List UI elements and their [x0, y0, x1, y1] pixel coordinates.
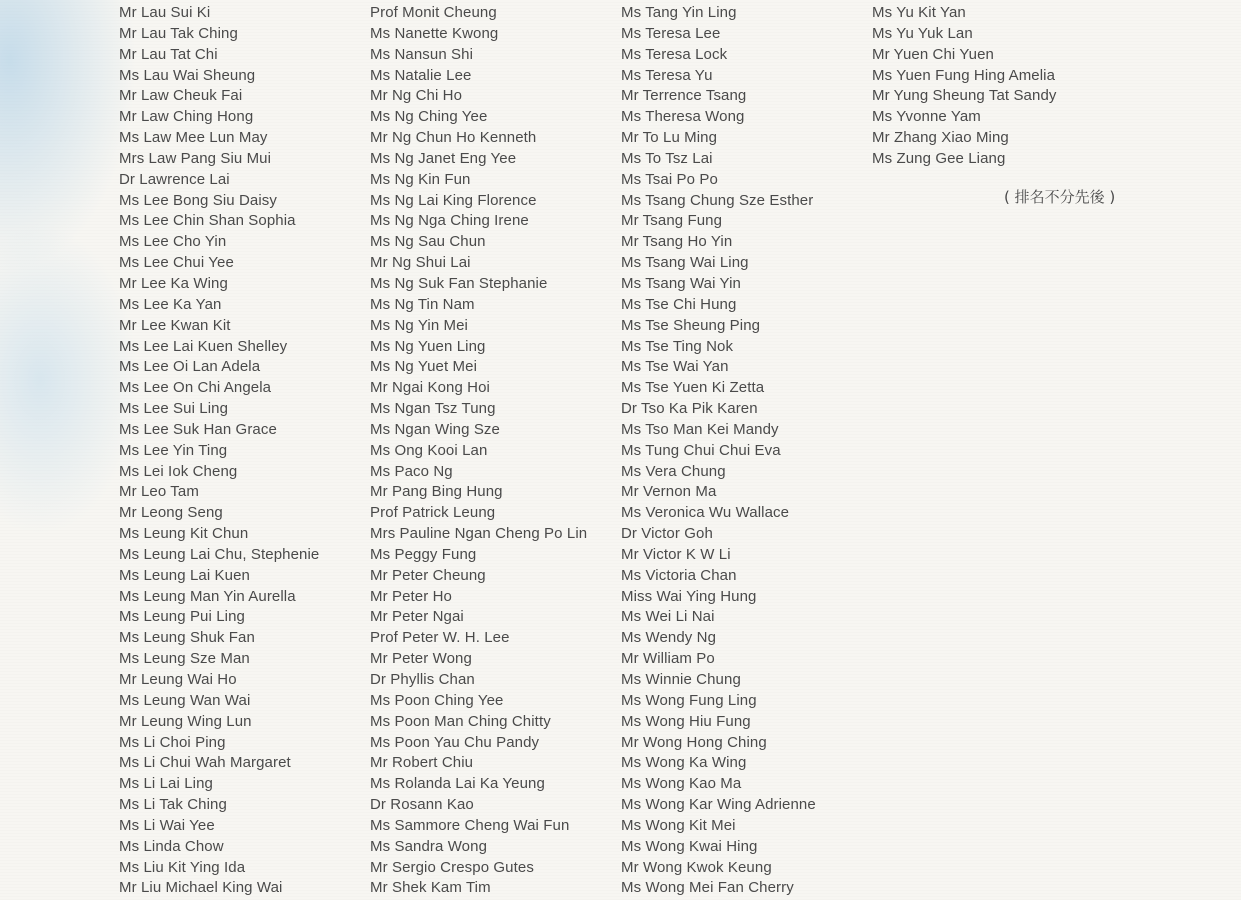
donor-name: Ms Theresa Wong: [621, 108, 745, 126]
donor-name: Prof Monit Cheung: [370, 4, 497, 21]
donor-name: Ms Lee Chin Shan Sophia: [119, 212, 296, 230]
donor-name: Ms Lee Ka Yan: [119, 295, 222, 313]
donor-name: Ms Poon Ching Yee: [370, 691, 504, 709]
donor-name: Ms Nanette Kwong: [370, 24, 499, 42]
donor-name: Prof Peter W. H. Lee: [370, 629, 510, 647]
name-column-3: [621, 3, 816, 899]
donor-name: Mr Tsang Ho Yin: [621, 233, 733, 251]
donor-name: Mr Liu Michael King Wai: [119, 879, 283, 897]
donor-name: Mr Ng Chi Ho: [370, 87, 463, 105]
donor-name: Mr Law Ching Hong: [119, 108, 254, 126]
donor-name: Ms Yuen Fung Hing Amelia: [872, 66, 1056, 84]
donor-name: Mr Lee Ka Wing: [119, 274, 228, 292]
donor-name: Mr Yuen Chi Yuen: [872, 45, 994, 63]
donor-name: Ms Wong Mei Fan Cherry: [621, 879, 794, 897]
donor-name: Ms Tsai Po Po: [621, 170, 718, 188]
donor-name: Mr Pang Bing Hung: [370, 483, 503, 501]
donor-name: Ms Ng Yuen Ling: [370, 337, 486, 355]
donor-name: Mr Vernon Ma: [621, 483, 717, 501]
donor-name: Mr Wong Kwok Keung: [621, 858, 772, 876]
donor-name: Ms Ngan Wing Sze: [370, 420, 500, 438]
donor-name: Dr Rosann Kao: [370, 796, 474, 814]
donor-name: Ms Poon Yau Chu Pandy: [370, 733, 540, 751]
donor-name: Mr Lee Kwan Kit: [119, 316, 231, 334]
donor-name: Ms Yu Kit Yan: [872, 4, 966, 21]
donor-name: Mr Tsang Fung: [621, 212, 723, 230]
donor-name: Ms Ong Kooi Lan: [370, 441, 488, 459]
donor-name: Ms Wong Fung Ling: [621, 691, 757, 709]
donor-name: Ms Wong Kar Wing Adrienne: [621, 796, 816, 814]
donor-name: Miss Wai Ying Hung: [621, 587, 757, 605]
donor-name: Ms Lee Chui Yee: [119, 254, 234, 272]
donor-name: Ms Lee Cho Yin: [119, 233, 227, 251]
donor-name: Ms Nansun Shi: [370, 45, 474, 63]
donor-name: Ms Sandra Wong: [370, 837, 488, 855]
name-column-2: [370, 3, 587, 899]
donor-name: Ms Natalie Lee: [370, 66, 472, 84]
donor-name: Mr William Po: [621, 650, 715, 668]
donor-name: Mr Terrence Tsang: [621, 87, 747, 105]
donor-name: Ms Tse Chi Hung: [621, 295, 737, 313]
donor-name: Ms Li Wai Yee: [119, 816, 215, 834]
donor-name: Ms Lee Suk Han Grace: [119, 420, 277, 438]
donor-name: Ms Leung Kit Chun: [119, 525, 249, 543]
donor-name: Ms Victoria Chan: [621, 566, 737, 584]
donor-name: Ms Lee Sui Ling: [119, 400, 229, 418]
donor-name: Ms Ng Sau Chun: [370, 233, 486, 251]
donor-name: Ms Li Tak Ching: [119, 796, 227, 814]
donor-name: Ms Leung Shuk Fan: [119, 629, 255, 647]
donor-name: Mr Ng Chun Ho Kenneth: [370, 129, 537, 147]
donor-name: Prof Patrick Leung: [370, 504, 496, 522]
donor-name: Mr Leo Tam: [119, 483, 199, 501]
donor-name: Ms Ng Janet Eng Yee: [370, 149, 517, 167]
donor-name: Mr Peter Cheung: [370, 566, 486, 584]
donor-name: Ms Tsang Wai Ling: [621, 254, 749, 272]
donor-name: Ms Tung Chui Chui Eva: [621, 441, 781, 459]
donor-name: Ms Vera Chung: [621, 462, 726, 480]
donor-name: Mr Victor K W Li: [621, 545, 731, 563]
donor-name: Mr Lau Sui Ki: [119, 4, 211, 21]
donor-name: Ms Tsang Chung Sze Esther: [621, 191, 814, 209]
donor-name: Mr Zhang Xiao Ming: [872, 129, 1009, 147]
donor-name: Ms Li Lai Ling: [119, 775, 213, 793]
donor-name: Ms Li Chui Wah Margaret: [119, 754, 291, 772]
donor-name: Ms Teresa Lock: [621, 45, 728, 63]
donor-name: Ms Lei Iok Cheng: [119, 462, 238, 480]
donor-name: Ms Ngan Tsz Tung: [370, 400, 496, 418]
donor-name: Ms Tse Wai Yan: [621, 358, 729, 376]
donor-name: Mrs Law Pang Siu Mui: [119, 149, 272, 167]
donor-name: Ms Paco Ng: [370, 462, 453, 480]
donor-name: Mr Leung Wing Lun: [119, 712, 252, 730]
donor-name: Ms Lee Oi Lan Adela: [119, 358, 261, 376]
donor-name: Mr Wong Hong Ching: [621, 733, 767, 751]
donor-name: Ms Wong Hiu Fung: [621, 712, 751, 730]
donor-name: Ms Ng Nga Ching Irene: [370, 212, 529, 230]
ordering-note: ( 排名不分先後 ): [1004, 188, 1116, 206]
donor-name: Ms Wong Kwai Hing: [621, 837, 758, 855]
donor-name: Ms Ng Ching Yee: [370, 108, 488, 126]
donor-name: Ms Tse Ting Nok: [621, 337, 734, 355]
donor-name: Dr Lawrence Lai: [119, 170, 230, 188]
donor-name: Ms Ng Tin Nam: [370, 295, 475, 313]
donor-name: Ms Veronica Wu Wallace: [621, 504, 790, 522]
donor-name: Ms Leung Man Yin Aurella: [119, 587, 296, 605]
donor-name: Ms Sammore Cheng Wai Fun: [370, 816, 570, 834]
donor-name: Mr Peter Ngai: [370, 608, 464, 626]
donor-name: Mr Peter Wong: [370, 650, 472, 668]
donor-name: Ms Rolanda Lai Ka Yeung: [370, 775, 545, 793]
donor-name: Mr Law Cheuk Fai: [119, 87, 243, 105]
donor-name: Ms Teresa Lee: [621, 24, 721, 42]
donor-name: Ms Wong Ka Wing: [621, 754, 747, 772]
donor-name: Ms Poon Man Ching Chitty: [370, 712, 551, 730]
donor-name: Ms Peggy Fung: [370, 545, 477, 563]
donor-name: Ms Leung Sze Man: [119, 650, 250, 668]
donor-name: Ms Law Mee Lun May: [119, 129, 268, 147]
donor-name: Ms Linda Chow: [119, 837, 224, 855]
donor-name: Mrs Pauline Ngan Cheng Po Lin: [370, 525, 588, 543]
donor-name: Ms Teresa Yu: [621, 66, 713, 84]
name-column-4: [872, 3, 1056, 170]
donor-name: Ms Wong Kit Mei: [621, 816, 736, 834]
donor-name: Ms To Tsz Lai: [621, 149, 713, 167]
donor-name: Ms Leung Pui Ling: [119, 608, 245, 626]
donor-name: Mr Ng Shui Lai: [370, 254, 471, 272]
name-column-1: [119, 3, 319, 899]
donor-name: Mr Lau Tat Chi: [119, 45, 218, 63]
donor-name: Dr Tso Ka Pik Karen: [621, 400, 758, 418]
donor-name: Ms Li Choi Ping: [119, 733, 226, 751]
donor-name: Ms Wei Li Nai: [621, 608, 715, 626]
donor-name: Ms Leung Lai Chu, Stephenie: [119, 545, 320, 563]
donor-name: Ms Liu Kit Ying Ida: [119, 858, 246, 876]
donor-name: Ms Tsang Wai Yin: [621, 274, 741, 292]
donor-name: Ms Lee On Chi Angela: [119, 379, 272, 397]
donor-name: Mr To Lu Ming: [621, 129, 718, 147]
donor-name: Ms Ng Lai King Florence: [370, 191, 537, 209]
donor-name: Dr Phyllis Chan: [370, 671, 475, 688]
donor-name: Ms Yvonne Yam: [872, 108, 981, 126]
donor-name: Ms Wendy Ng: [621, 629, 717, 647]
donor-name: Dr Victor Goh: [621, 525, 713, 543]
donor-name: Ms Zung Gee Liang: [872, 149, 1006, 167]
donor-name: Mr Ngai Kong Hoi: [370, 379, 490, 397]
donor-name: Ms Ng Yuet Mei: [370, 358, 478, 376]
donor-name: Mr Shek Kam Tim: [370, 879, 491, 897]
donor-name: Mr Leong Seng: [119, 504, 223, 522]
donor-name: Ms Tso Man Kei Mandy: [621, 420, 779, 438]
donor-name: Ms Ng Suk Fan Stephanie: [370, 274, 548, 292]
donor-name: Ms Wong Kao Ma: [621, 775, 742, 793]
donor-name: Ms Lee Lai Kuen Shelley: [119, 337, 288, 355]
donor-name: Ms Ng Kin Fun: [370, 170, 471, 188]
donor-name: Ms Tang Yin Ling: [621, 4, 737, 21]
donor-name: Ms Lee Bong Siu Daisy: [119, 191, 278, 209]
donor-name: Ms Tse Sheung Ping: [621, 316, 761, 334]
donor-name: Ms Leung Wan Wai: [119, 691, 251, 709]
donor-name: Mr Leung Wai Ho: [119, 671, 237, 688]
donor-name: Ms Tse Yuen Ki Zetta: [621, 379, 765, 397]
donor-name: Ms Leung Lai Kuen: [119, 566, 250, 584]
donor-name: Ms Yu Yuk Lan: [872, 24, 973, 42]
donor-name: Ms Lau Wai Sheung: [119, 66, 256, 84]
donor-name: Ms Ng Yin Mei: [370, 316, 468, 334]
donor-name: Ms Lee Yin Ting: [119, 441, 228, 459]
donor-name: Mr Peter Ho: [370, 587, 452, 605]
donor-name: Mr Yung Sheung Tat Sandy: [872, 87, 1057, 105]
donor-name: Mr Robert Chiu: [370, 754, 474, 772]
donor-name: Ms Winnie Chung: [621, 671, 741, 688]
donor-name: Mr Lau Tak Ching: [119, 24, 238, 42]
donor-name: Mr Sergio Crespo Gutes: [370, 858, 534, 876]
